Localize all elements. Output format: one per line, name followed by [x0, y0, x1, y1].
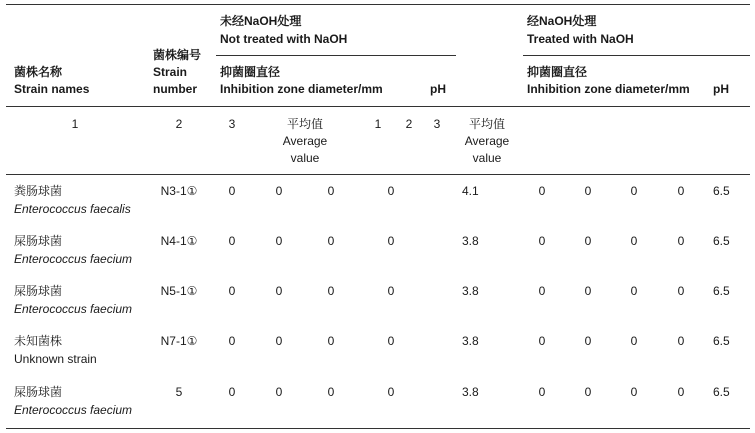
cell-ph: 6.5 [713, 184, 730, 198]
cell-v1: 0 [228, 385, 236, 399]
cell-v8: 0 [630, 334, 638, 348]
cell-v2: 0 [275, 284, 283, 298]
cell-v8: 0 [630, 234, 638, 248]
cell-v3: 0 [327, 334, 335, 348]
cell-v3: 0 [327, 234, 335, 248]
strain-name-cn: 屎肠球菌 [14, 385, 63, 399]
strain-number-header-en2: number [153, 82, 198, 96]
cell-v9: 0 [677, 334, 685, 348]
strain-name-cn: 屎肠球菌 [14, 234, 63, 248]
cell-v5: 4.1 [462, 184, 479, 198]
strain-name-en: Unknown strain [14, 352, 97, 366]
ph-left-header: pH [430, 82, 446, 96]
strain-names-header-en: Strain names [14, 82, 90, 96]
cell-v1: 0 [228, 184, 236, 198]
strain-number: N4-1① [160, 234, 198, 248]
strain-name-cn: 屎肠球菌 [14, 284, 63, 298]
not-treated-header-en: Not treated with NaOH [220, 32, 348, 46]
cell-v4: 0 [387, 284, 395, 298]
cell-v6: 0 [538, 334, 546, 348]
strain-number: N3-1① [160, 184, 198, 198]
cell-v6: 0 [538, 234, 546, 248]
avg-left-en1: Average [282, 134, 328, 148]
cell-v5: 3.8 [462, 234, 479, 248]
cell-v2: 0 [275, 334, 283, 348]
cell-ph: 6.5 [713, 334, 730, 348]
cell-v1: 0 [228, 234, 236, 248]
subheader-col-1: 1 [71, 117, 79, 131]
treated-header-en: Treated with NaOH [527, 32, 634, 46]
cell-v4: 0 [387, 334, 395, 348]
subheader-n3: 3 [433, 117, 441, 131]
cell-v8: 0 [630, 385, 638, 399]
cell-v4: 0 [387, 184, 395, 198]
strain-name-cn: 未知菌株 [14, 334, 63, 348]
cell-v6: 0 [538, 184, 546, 198]
avg-right-en1: Average [464, 134, 510, 148]
strain-number: N5-1① [160, 284, 198, 298]
cell-v7: 0 [584, 234, 592, 248]
cell-v9: 0 [677, 184, 685, 198]
treated-header-cn: 经NaOH处理 [527, 14, 597, 28]
cell-v5: 3.8 [462, 385, 479, 399]
cell-v6: 0 [538, 385, 546, 399]
cell-v1: 0 [228, 284, 236, 298]
cell-v3: 0 [327, 385, 335, 399]
cell-v5: 3.8 [462, 284, 479, 298]
strain-number: N7-1① [160, 334, 198, 348]
cell-v2: 0 [275, 385, 283, 399]
cell-ph: 6.5 [713, 284, 730, 298]
cell-v4: 0 [387, 234, 395, 248]
cell-ph: 6.5 [713, 385, 730, 399]
cell-v7: 0 [584, 184, 592, 198]
strain-name-en: Enterococcus faecium [14, 252, 133, 266]
cell-v7: 0 [584, 385, 592, 399]
avg-left-en2: value [290, 151, 320, 165]
strain-number-header-cn: 菌株编号 [153, 48, 202, 62]
strain-name-en: Enterococcus faecium [14, 403, 133, 417]
cell-v1: 0 [228, 334, 236, 348]
header-rule [6, 106, 750, 107]
strain-name-en: Enterococcus faecalis [14, 202, 131, 216]
not-treated-header-cn: 未经NaOH处理 [220, 14, 302, 28]
inhibition-right-en: Inhibition zone diameter/mm [527, 82, 690, 96]
cell-v9: 0 [677, 284, 685, 298]
subheader-col-2: 2 [175, 117, 183, 131]
subheader-rule [6, 174, 750, 175]
avg-left-cn: 平均值 [286, 117, 323, 131]
strain-names-header-cn: 菌株名称 [14, 65, 63, 79]
strain-number-header-en1: Strain [153, 65, 188, 79]
cell-v7: 0 [584, 284, 592, 298]
group-rule-right [523, 55, 750, 56]
subheader-n1: 1 [374, 117, 382, 131]
cell-v9: 0 [677, 234, 685, 248]
cell-v8: 0 [630, 284, 638, 298]
ph-right-header: pH [713, 82, 729, 96]
avg-right-cn: 平均值 [468, 117, 505, 131]
cell-v3: 0 [327, 284, 335, 298]
cell-v9: 0 [677, 385, 685, 399]
group-rule-left [216, 55, 456, 56]
bottom-rule [6, 428, 750, 429]
strain-name-cn: 粪肠球菌 [14, 184, 63, 198]
cell-v7: 0 [584, 334, 592, 348]
cell-v6: 0 [538, 284, 546, 298]
strain-name-en: Enterococcus faecium [14, 302, 133, 316]
cell-v4: 0 [387, 385, 395, 399]
inhibition-left-cn: 抑菌圈直径 [220, 65, 281, 79]
subheader-n2: 2 [405, 117, 413, 131]
avg-right-en2: value [472, 151, 502, 165]
cell-v3: 0 [327, 184, 335, 198]
cell-v8: 0 [630, 184, 638, 198]
strain-number: 5 [175, 385, 183, 399]
top-rule [6, 4, 750, 5]
subheader-col-3: 3 [228, 117, 236, 131]
cell-v2: 0 [275, 234, 283, 248]
cell-ph: 6.5 [713, 234, 730, 248]
cell-v5: 3.8 [462, 334, 479, 348]
inhibition-left-en: Inhibition zone diameter/mm [220, 82, 383, 96]
inhibition-right-cn: 抑菌圈直径 [527, 65, 588, 79]
cell-v2: 0 [275, 184, 283, 198]
